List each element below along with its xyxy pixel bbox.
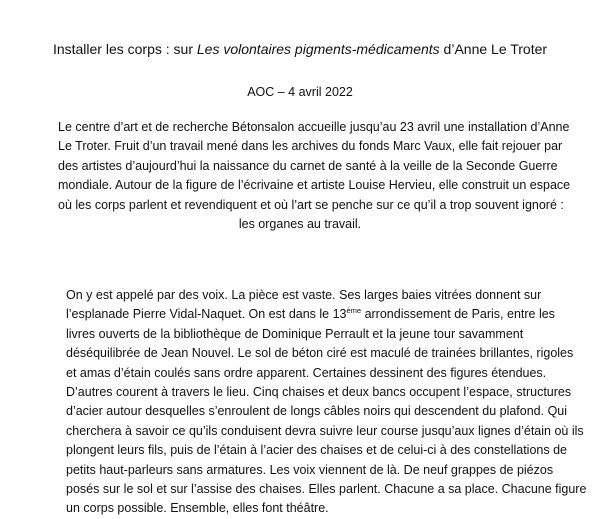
article-title-prefix: Installer les corps : sur [52, 41, 197, 57]
intro-line: Le centre d’art et de recherche Bétonsalon accueille jusqu’au 23 avril une installation d’Anne [58, 120, 570, 134]
body-line: cherchera à savoir ce qu’ils conduisent devra suivre leur course jusqu’aux lignes d’étain où ils [66, 423, 584, 438]
body-line: petits haut-parleurs sans armatures. Les voix viennent de là. De neuf grappes de piézos [66, 462, 554, 477]
ordinal-superscript: ème [346, 306, 362, 316]
article-title-suffix: d’Anne Le Troter [439, 41, 548, 57]
body-line: D’autres courent à travers le lieu. Cinq chaises et deux bancs occupent l’espace, structures [66, 385, 572, 400]
body-text: arrondissement de Paris, entre les [361, 307, 555, 322]
body-line: livres ouverts de la bibliothèque de Dominique Perrault et la jeune tour savamment [66, 326, 524, 341]
article-title [0, 40, 600, 58]
body-paragraph [66, 286, 587, 519]
article-dateline: AOC – 4 avril 2022 [247, 85, 353, 99]
body-text: l’esplanade Pierre Vidal-Naquet. On est dans le 13 [66, 307, 347, 322]
body-line: posés sur le sol et sur l’assise des chaises. Elles parlent. Chacune a sa place. Chacune figure [66, 482, 587, 497]
body-line: et amas d’étain coulés sans ordre apparent. Certaines dessinent des figures étendues. [66, 365, 547, 380]
article-title-work: Les volontaires pigments-médicaments [196, 41, 440, 57]
intro-line: des artistes d’aujourd’hui la naissance du carnet de santé à la veille de la Seconde Guerre [58, 158, 558, 173]
body-line: un corps possible. Ensemble, elles font théâtre. [66, 501, 329, 516]
body-line: déséquilibrée de Jean Nouvel. Le sol de béton ciré est maculé de trainées brillantes, rigoles [66, 346, 574, 361]
body-line: On y est appelé par des voix. La pièce est vaste. Ses larges baies vitrées donnent sur [66, 288, 542, 302]
intro-line: les organes au travail. [238, 217, 362, 232]
body-line: d’acier autour desquelles s’enroulent de longs câbles noirs qui descendent du plafond. Qui [66, 404, 568, 419]
intro-line: Le Troter. Fruit d’un travail mené dans les archives du fonds Marc Vaux, elle fait rejouer par [58, 139, 563, 154]
intro-line: où les corps parlent et revendiquent et où l’art se penche sur ce qu’il a trop souvent ignoré : [58, 197, 564, 212]
body-line: plongent leurs fils, puis de l’étain à l’acier des chaises et de celui-ci à des constellations de [66, 443, 567, 458]
intro-paragraph [58, 118, 571, 234]
intro-line: mondiale. Autour de la figure de l’écrivaine et artiste Louise Hervieu, elle construit un espace [58, 178, 571, 193]
body-line-with-ordinal [66, 305, 556, 324]
